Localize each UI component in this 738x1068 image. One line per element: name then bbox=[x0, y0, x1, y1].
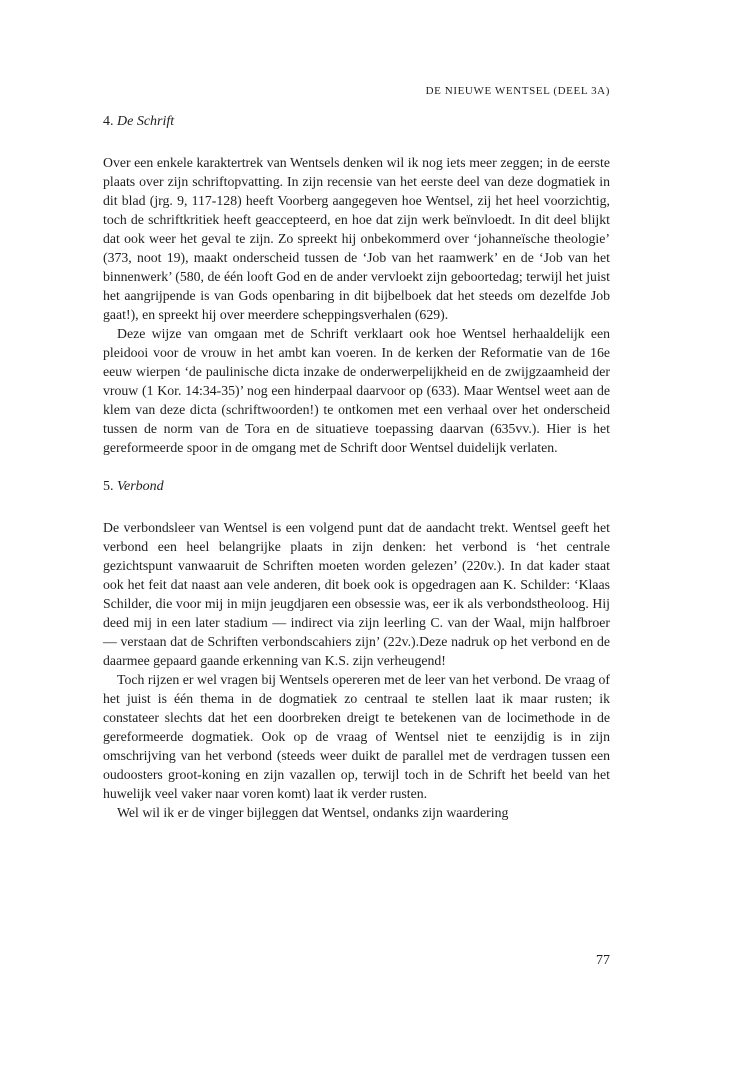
section-title: De Schrift bbox=[117, 114, 175, 129]
section-de-schrift bbox=[103, 112, 610, 457]
page-body bbox=[103, 112, 610, 822]
paragraph: Toch rijzen er wel vragen bij Wentsels opereren met de leer van het verbond. De vraag of het juist is één thema in de dogmatiek zo centraal te stellen laat ik maar rusten; ik constateer slechts dat het een doorbreken dreigt te betekenen van de locimethode in de gereformeerde dogmatiek. Ook op de vraag of Wentsel niet te eenzijdig is in zijn omschrijving van het verbond (steeds weer duikt de parallel met de verdragen tussen een oudoosters groot-koning en zijn vazallen op, terwijl toch in de Schrift het beeld van het huwelijk veel vaker naar voren komt) laat ik verder rusten. bbox=[103, 672, 610, 801]
paragraph: Over een enkele karaktertrek van Wentsels denken wil ik nog iets meer zeggen; in de eerste plaats over zijn schriftopvatting. In zijn recensie van het eerste deel van deze dogmatiek in dit blad (jrg. 9, 117-128) heeft Voorberg aangegeven hoe Wentsel, zij het heel voorzichtig, toch de schriftkritiek heeft geaccepteerd, en hoe dat zijn werk beïnvloedt. In dit deel blijkt dat ook weer het geval te zijn. Zo spreekt hij onbekommerd over ‘johanneïsche theologie’ (373, noot 19), maakt onderscheid tussen de ‘Job van het raamwerk’ en de ‘Job van het binnenwerk’ (580, de één looft God en de ander vervloekt zijn geboortedag; terwijl het juist het aangrijpende is van Gods openbaring in dit bijbelboek dat het steeds om dezelfde Job gaat!), en spreekt hij over meerdere scheppingsverhalen (629). bbox=[103, 155, 610, 322]
paragraph: Deze wijze van omgaan met de Schrift verklaart ook hoe Wentsel herhaaldelijk een pleidooi voor de vrouw in het ambt kan voeren. In de kerken der Reformatie van de 16e eeuw wierpen ‘de paulinische dicta inzake de onderwerpelijkheid en de zwijgzaamheid der vrouw (1 Kor. 14:34-35)’ nog een hinderpaal daarvoor op (633). Maar Wentsel weet aan de klem van deze dicta (schriftwoorden!) te ontkomen met een verhaal over het onderscheid tussen de norm van de Tora en de situatieve toepassing daarvan (635vv.). Hier is het gereformeerde spoor in de omgang met de Schrift door Wentsel duidelijk verlaten. bbox=[103, 326, 610, 455]
running-head: DE NIEUWE WENTSEL (DEEL 3A) bbox=[425, 85, 610, 97]
section-verbond bbox=[103, 477, 610, 822]
paragraph: De verbondsleer van Wentsel is een volgend punt dat de aandacht trekt. Wentsel geeft het verbond een heel belangrijke plaats in zijn denken: het verbond is ‘het centrale gezichtspunt vanwaaruit de Schriften moeten worden gelezen’ (220v.). In dat kader staat ook het feit dat naast aan vele anderen, dit boek ook is opgedragen aan K. Schilder: ‘Klaas Schilder, die voor mij in mijn jeugdjaren een obsessie was, eer ik als verbondstheoloog. Hij deed mij in een later stadium — indirect via zijn leerling C. van der Waal, mijn halfbroer — verstaan dat de Schriften verbondscahiers zijn’ (22v.).Deze nadruk op het verbond en de daarmee gepaard gaande erkenning van K.S. zijn verheugend! bbox=[103, 520, 610, 668]
section-title: Verbond bbox=[117, 479, 164, 494]
section-number: 4. bbox=[103, 114, 114, 129]
page-number: 77 bbox=[596, 953, 610, 968]
section-heading bbox=[103, 112, 610, 131]
paragraph: Wel wil ik er de vinger bijleggen dat Wentsel, ondanks zijn waardering bbox=[117, 805, 509, 820]
section-number: 5. bbox=[103, 479, 114, 494]
section-heading bbox=[103, 477, 610, 496]
